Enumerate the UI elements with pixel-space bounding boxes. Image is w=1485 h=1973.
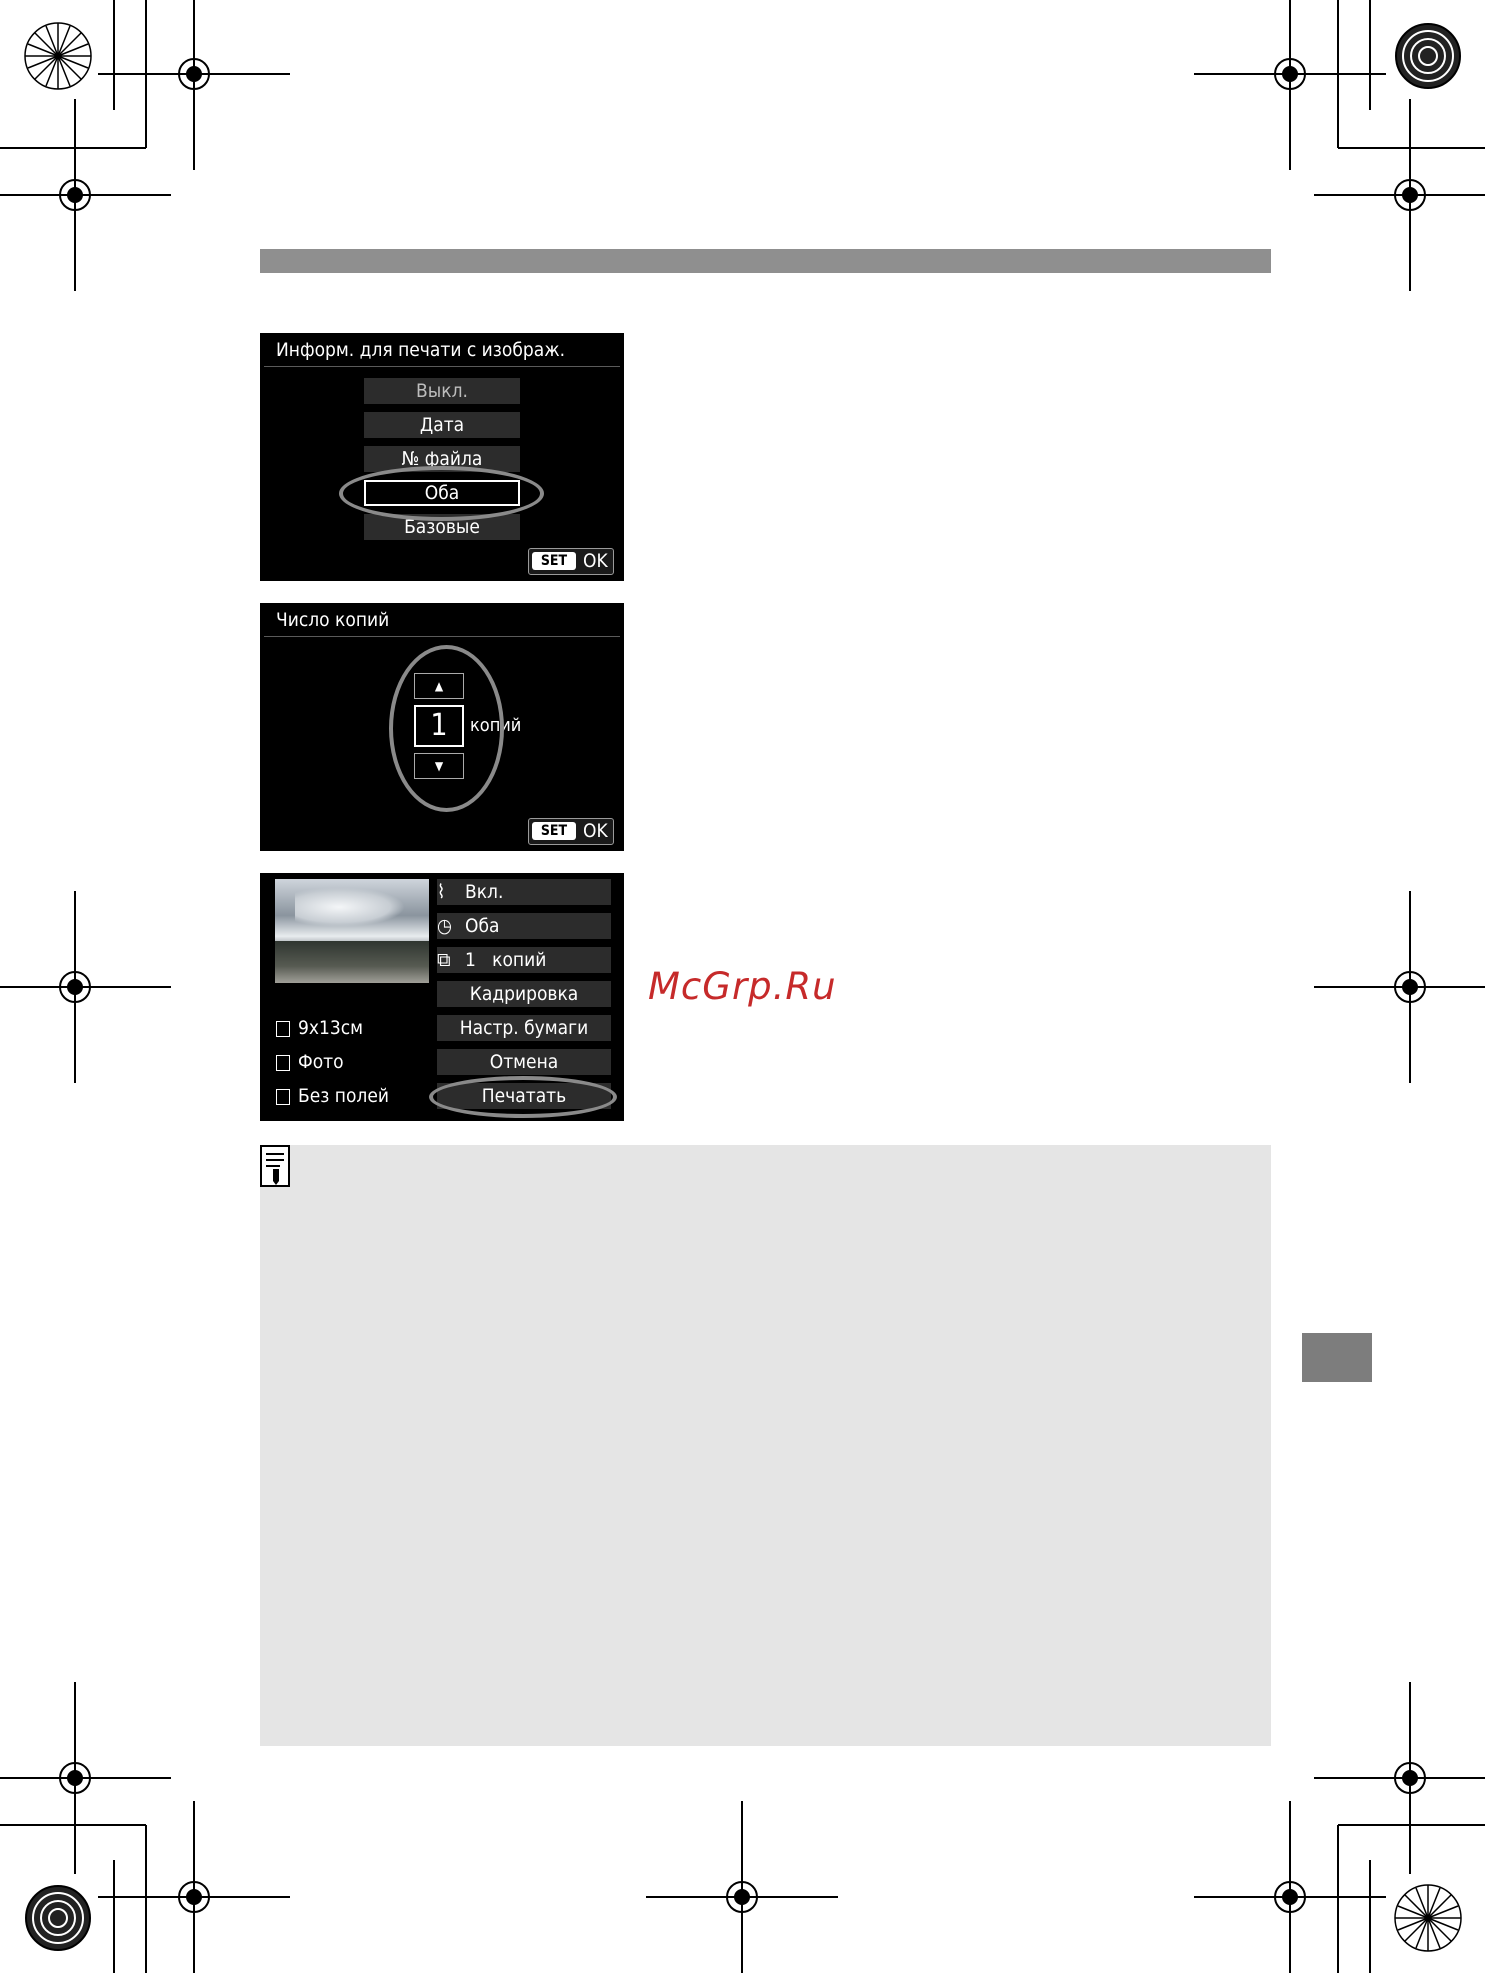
paper-size-info: 9x13см (276, 1017, 363, 1039)
starburst-top-left (25, 23, 91, 89)
decrement-button[interactable]: ▼ (414, 753, 464, 779)
set-badge: SET (532, 552, 576, 570)
menu-copies[interactable]: ⧉ 1 копий (437, 947, 611, 973)
highlight-ellipse (339, 466, 544, 521)
section-header-bar (260, 249, 1271, 273)
menu-cancel[interactable]: Отмена (437, 1049, 611, 1075)
screen-title: Информ. для печати с изображ. (276, 339, 566, 361)
highlight-ellipse (389, 645, 504, 812)
copies-suffix-label: копий (470, 715, 522, 736)
note-pencil-icon (260, 1145, 290, 1187)
target-top-right (1396, 24, 1460, 88)
title-divider (264, 366, 620, 367)
target-bottom-left (26, 1886, 90, 1950)
note-box (260, 1145, 1271, 1746)
lcd-screen-print-info (260, 333, 624, 581)
copies-icon: ⧉ (437, 949, 451, 971)
paper-size-icon (276, 1021, 290, 1037)
menu-print[interactable]: Печатать (437, 1083, 611, 1109)
menu-paper-settings[interactable]: Настр. бумаги (437, 1015, 611, 1041)
set-ok-button[interactable] (528, 818, 614, 845)
ok-label: OK (583, 550, 608, 572)
print-info-icon: ◷ (437, 915, 452, 937)
image-preview (275, 879, 429, 983)
copies-count[interactable]: 1 (414, 705, 464, 747)
set-ok-button[interactable] (528, 548, 614, 575)
image-effect-icon: ⌇ (437, 881, 446, 903)
starburst-bottom-right (1395, 1885, 1461, 1951)
menu-print-info[interactable]: ◷ Оба (437, 913, 611, 939)
chapter-tab-marker (1302, 1333, 1372, 1382)
page-layout-icon (276, 1089, 290, 1105)
option-off[interactable]: Выкл. (364, 378, 520, 404)
screen-title: Число копий (276, 609, 390, 631)
increment-button[interactable]: ▲ (414, 673, 464, 699)
paper-type-info: Фото (276, 1051, 344, 1073)
title-divider (264, 636, 620, 637)
ok-label: OK (583, 820, 608, 842)
menu-trimming[interactable]: Кадрировка (437, 981, 611, 1007)
option-both-selected[interactable]: Оба (364, 480, 520, 506)
option-date[interactable]: Дата (364, 412, 520, 438)
watermark-text: McGrp.Ru (648, 965, 837, 1008)
lcd-screen-copies (260, 603, 624, 851)
option-default[interactable]: Базовые (364, 514, 520, 540)
option-file-number[interactable]: № файла (364, 446, 520, 472)
page-layout-info: Без полей (276, 1085, 389, 1107)
set-badge: SET (532, 822, 576, 840)
lcd-screen-print-settings (260, 873, 624, 1121)
menu-effect[interactable]: ⌇ Вкл. (437, 879, 611, 905)
highlight-ellipse (429, 1076, 617, 1118)
paper-type-icon (276, 1055, 290, 1071)
